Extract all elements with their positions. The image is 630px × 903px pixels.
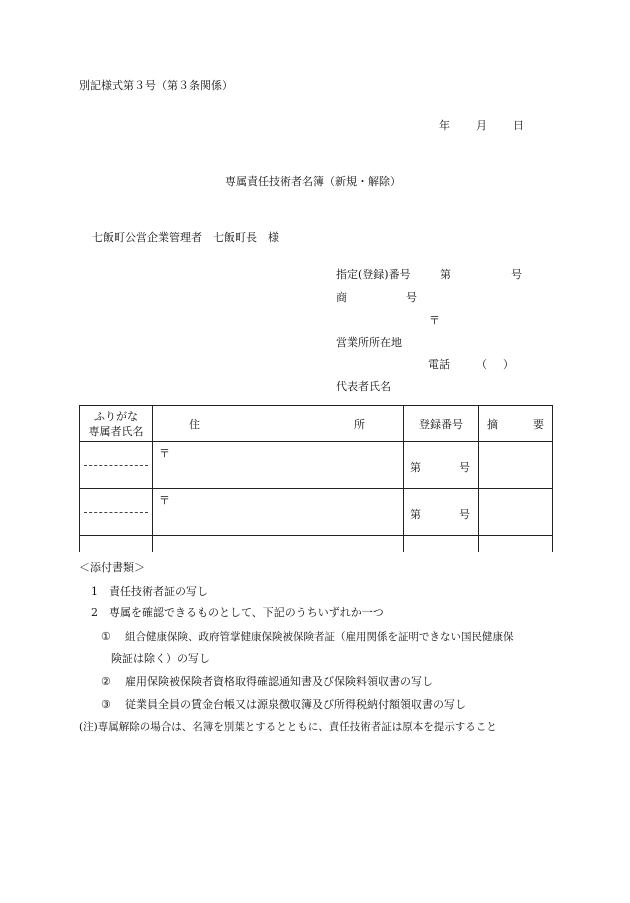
sub-item-1-number: ① bbox=[101, 630, 111, 643]
header-staff-name: 専属者氏名 bbox=[88, 425, 144, 438]
remarks-cell[interactable] bbox=[479, 442, 553, 489]
phone-paren-close: ） bbox=[503, 358, 514, 371]
remarks-cell[interactable] bbox=[479, 489, 553, 536]
furigana-divider bbox=[84, 465, 148, 466]
registration-number-label: 指定(登録)番号 bbox=[336, 268, 411, 281]
attachment-2-text: 専属を確認できるものとして、下記のうちいずれか一つ bbox=[109, 606, 384, 619]
registration-cell[interactable] bbox=[404, 536, 479, 553]
sub-item-2-number: ② bbox=[101, 675, 111, 688]
address-cell[interactable] bbox=[153, 489, 404, 536]
staff-register-table bbox=[79, 405, 553, 552]
phone-paren-open: （ bbox=[476, 358, 487, 371]
postal-mark-icon: 〒 bbox=[159, 494, 170, 507]
header-address-2: 所 bbox=[354, 418, 365, 431]
header-registration-cell bbox=[404, 406, 479, 442]
name-cell[interactable] bbox=[80, 536, 153, 553]
header-name-cell bbox=[80, 406, 153, 442]
sub-item-2-text: 雇用保険被保険者資格取得確認通知書及び保険料領収書の写し bbox=[125, 675, 433, 688]
office-address-label bbox=[336, 336, 418, 350]
header-remarks-cell bbox=[479, 406, 553, 442]
table-header-row bbox=[80, 406, 553, 442]
trade-name-label-2: 号 bbox=[406, 291, 417, 304]
registration-number-prefix: 第 bbox=[440, 268, 451, 281]
header-furigana: ふりがな bbox=[94, 410, 138, 423]
attachment-1-number: 1 bbox=[91, 585, 98, 598]
trade-name-label-1: 商 bbox=[336, 291, 347, 304]
phone-label: 電話 bbox=[428, 358, 450, 371]
name-cell[interactable] bbox=[80, 442, 153, 489]
registration-suffix: 号 bbox=[459, 508, 470, 521]
addressee: 七飯町公営企業管理者 七飯町長 様 bbox=[92, 231, 279, 244]
date-month: 月 bbox=[476, 119, 487, 132]
address-cell[interactable] bbox=[153, 536, 404, 553]
table-row bbox=[80, 536, 553, 553]
registration-prefix: 第 bbox=[410, 508, 421, 521]
header-registration: 登録番号 bbox=[419, 418, 463, 431]
attachments-heading: ＜添付書類＞ bbox=[79, 561, 145, 574]
furigana-divider bbox=[84, 512, 148, 513]
sub-item-3-number: ③ bbox=[101, 698, 111, 711]
footnote: (注)専属解除の場合は、名簿を別葉とするとともに、責任技術者証は原本を提示すること bbox=[79, 721, 497, 733]
name-cell[interactable] bbox=[80, 489, 153, 536]
office-address-label-text: 営業所所在地 bbox=[336, 336, 402, 349]
sub-item-3-text: 従業員全員の賃金台帳又は源泉徴収簿及び所得税納付額領収書の写し bbox=[125, 698, 466, 711]
sub-item-1-text-line2: 険証は除く）の写し bbox=[111, 652, 210, 665]
table-row bbox=[80, 489, 553, 536]
registration-cell[interactable] bbox=[404, 489, 479, 536]
sub-item-1-text-line1: 組合健康保険、政府管掌健康保険被保険者証（雇用関係を証明できない国民健康保 bbox=[125, 631, 514, 643]
header-remarks-1: 摘 bbox=[487, 418, 498, 431]
document-title: 専属責任技術者名簿（新規・解除） bbox=[225, 175, 401, 188]
table-row bbox=[80, 442, 553, 489]
header-address-cell bbox=[153, 406, 404, 442]
date-day: 日 bbox=[513, 119, 524, 132]
postal-mark-icon: 〒 bbox=[159, 447, 170, 460]
attachment-1-text: 責任技術者証の写し bbox=[109, 585, 208, 598]
remarks-cell[interactable] bbox=[479, 536, 553, 553]
date-year: 年 bbox=[439, 119, 450, 132]
header-remarks-2: 要 bbox=[533, 418, 544, 431]
registration-suffix: 号 bbox=[459, 461, 470, 474]
header-address-1: 住 bbox=[189, 418, 200, 431]
form-number: 別記様式第３号（第３条関係） bbox=[79, 79, 233, 92]
postal-mark-icon: 〒 bbox=[429, 314, 440, 327]
registration-cell[interactable] bbox=[404, 442, 479, 489]
attachment-2-number: 2 bbox=[91, 606, 98, 619]
registration-number-suffix: 号 bbox=[511, 268, 522, 281]
registration-prefix: 第 bbox=[410, 461, 421, 474]
address-cell[interactable] bbox=[153, 442, 404, 489]
representative-name-label: 代表者氏名 bbox=[336, 380, 391, 393]
